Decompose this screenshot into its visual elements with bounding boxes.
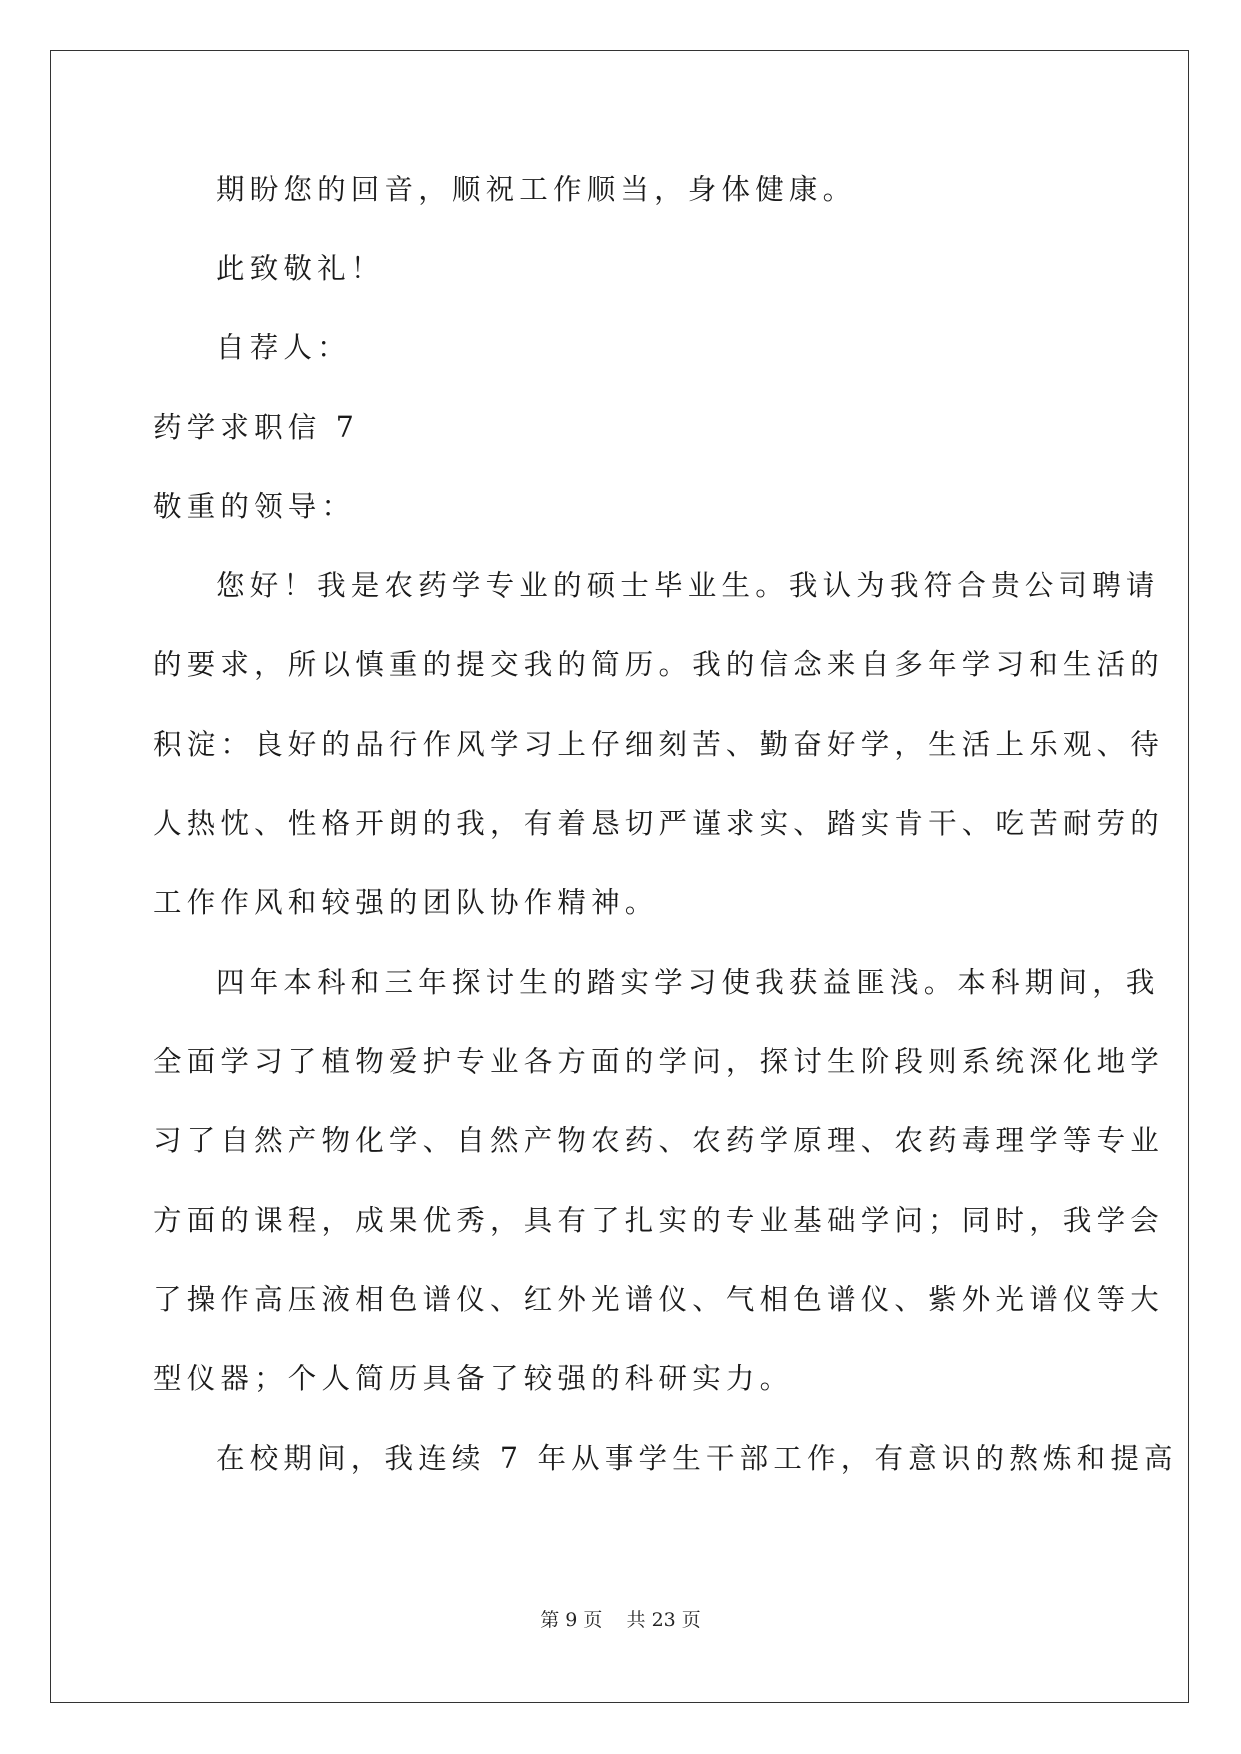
section-heading: 药学求职信 7	[153, 411, 360, 444]
paragraph-line: 习了自然产物化学、自然产物农药、农药学原理、农药毒理学等专业	[153, 1124, 1165, 1157]
paragraph-line: 全面学习了植物爱护专业各方面的学问，探讨生阶段则系统深化地学	[153, 1045, 1165, 1078]
paragraph-line: 四年本科和三年探讨生的踏实学习使我获益匪浅。本科期间，我	[216, 966, 1160, 999]
paragraph-line: 的要求，所以慎重的提交我的简历。我的信念来自多年学习和生活的	[153, 648, 1165, 681]
page-number-label: 第 9 页 共 23 页	[540, 1609, 701, 1631]
salutation-closing: 此致敬礼！	[216, 252, 385, 285]
paragraph-line: 人热忱、性格开朗的我，有着恳切严谨求实、踏实肯干、吃苦耐劳的	[153, 807, 1165, 840]
page-footer	[0, 1608, 1241, 1632]
closing-wish-line: 期盼您的回音，顺祝工作顺当，身体健康。	[216, 173, 857, 206]
paragraph-line: 了操作高压液相色谱仪、红外光谱仪、气相色谱仪、紫外光谱仪等大	[153, 1283, 1165, 1316]
paragraph-line: 积淀：良好的品行作风学习上仔细刻苦、勤奋好学，生活上乐观、待	[153, 728, 1165, 761]
letter-greeting: 敬重的领导：	[153, 490, 356, 523]
paragraph-line: 在校期间，我连续 7 年从事学生干部工作，有意识的熬炼和提高	[216, 1442, 1178, 1475]
signature-label: 自荐人：	[216, 331, 351, 364]
paragraph-line: 方面的课程，成果优秀，具有了扎实的专业基础学问；同时，我学会	[153, 1204, 1165, 1237]
paragraph-line: 工作作风和较强的团队协作精神。	[153, 886, 659, 919]
paragraph-line: 您好！我是农药学专业的硕士毕业生。我认为我符合贵公司聘请	[216, 569, 1160, 602]
paragraph-line: 型仪器；个人简历具备了较强的科研实力。	[153, 1362, 794, 1395]
